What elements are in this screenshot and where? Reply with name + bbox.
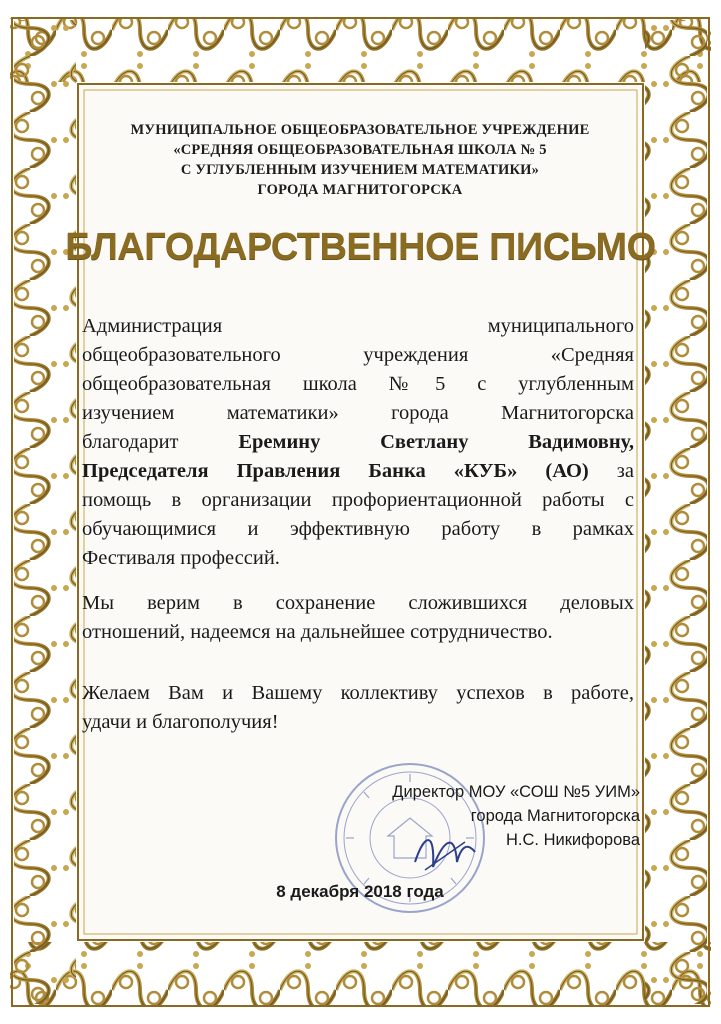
recipient-position: Председателя Правления Банка «КУБ» (АО): [82, 460, 589, 482]
letter-title: БЛАГОДАРСТВЕННОЕ ПИСЬМО: [65, 226, 656, 268]
body-line: Мы верим в сохранение сложившихся деловых: [82, 592, 634, 614]
letter-date: 8 декабря 2018 года: [276, 882, 444, 901]
header-line-1: МУНИЦИПАЛЬНОЕ ОБЩЕОБРАЗОВАТЕЛЬНОЕ УЧРЕЖДЕНИЕ: [130, 122, 590, 138]
body-line: Администрация муниципального: [82, 315, 634, 337]
institution-header: [110, 120, 610, 200]
body-text: благодарит: [82, 431, 179, 453]
cooperation-paragraph: [82, 589, 634, 647]
signature-block: [330, 780, 640, 852]
body-line: Желаем Вам и Вашему коллективу успехов в работе,: [82, 682, 634, 704]
body-line: изучением математики» города Магнитогорска: [82, 402, 634, 424]
body-line: общеобразовательного учреждения «Средняя: [82, 344, 634, 366]
body-line: общеобразовательная школа №5 с углубленным: [82, 373, 634, 395]
gratitude-paragraph: [82, 312, 634, 573]
body-line: обучающимися и эффективную работу в рамках: [82, 518, 634, 540]
signature-position: Директор МОУ «СОШ №5 УИМ»: [392, 783, 640, 801]
body-line: удачи и благополучия!: [82, 711, 279, 733]
header-line-4: ГОРОДА МАГНИТОГОРСКА: [257, 182, 463, 198]
body-text: за: [616, 460, 634, 482]
body-line: отношений, надеемся на дальнейшее сотрудничество.: [82, 621, 553, 643]
body-line: [82, 428, 634, 457]
signature-name: Н.С. Никифорова: [505, 831, 640, 849]
wishes-paragraph: [82, 679, 634, 737]
header-line-2: «СРЕДНЯЯ ОБЩЕОБРАЗОВАТЕЛЬНАЯ ШКОЛА № 5: [173, 142, 547, 158]
signature-city: города Магнитогорска: [470, 807, 640, 825]
body-line: Фестиваля профессий.: [82, 547, 280, 569]
body-line: [82, 457, 634, 486]
recipient-name: Еремину Светлану Вадимовну,: [238, 431, 634, 453]
header-line-3: С УГЛУБЛЕННЫМ ИЗУЧЕНИЕМ МАТЕМАТИКИ»: [180, 162, 540, 178]
body-line: помощь в организации профориентационной работы с: [82, 489, 634, 511]
